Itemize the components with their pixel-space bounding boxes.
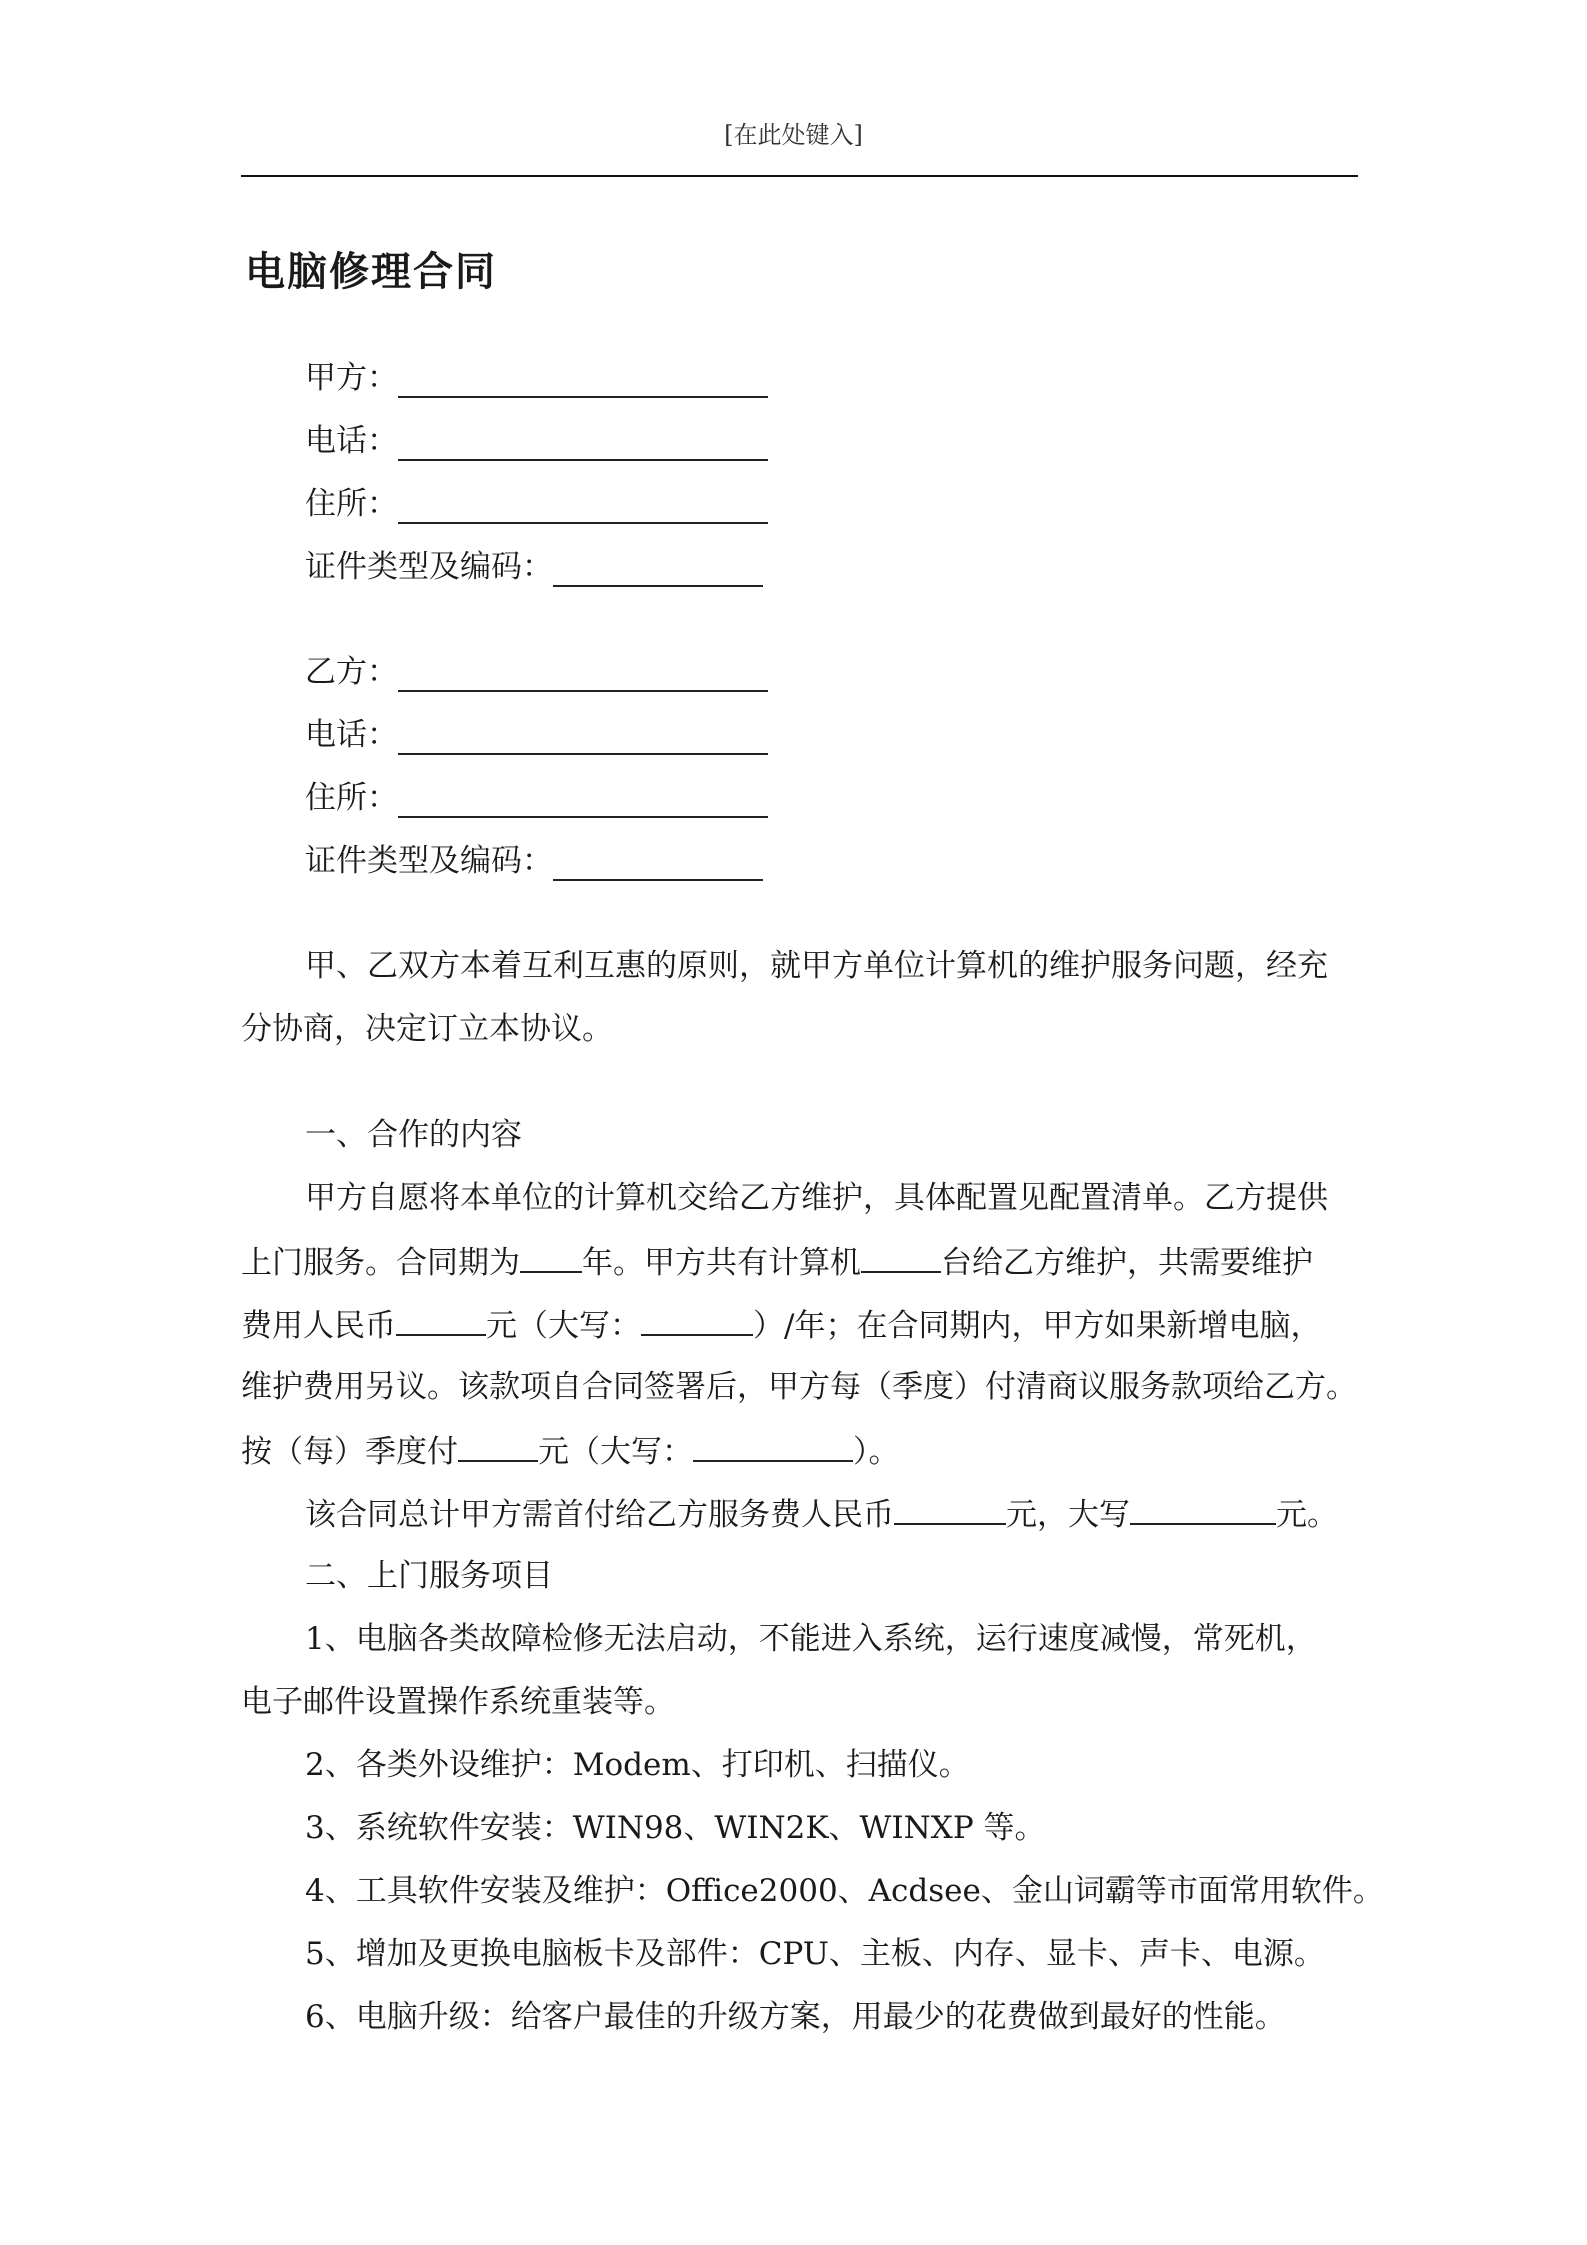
contract-term-text: 上门服务。合同期为 — [241, 1245, 520, 1281]
section-1-total — [305, 1493, 1338, 1535]
quarterly-close-text: ）。 — [853, 1434, 900, 1470]
service-item-1-line-2: 电子邮件设置操作系统重装等。 — [241, 1684, 675, 1720]
computer-count-blank[interactable] — [861, 1241, 941, 1273]
fee-amount-text: 费用人民币 — [241, 1308, 396, 1344]
section-1-line-4: 维护费用另议。该款项自合同签署后，甲方每（季度）付清商议服务款项给乙方。 — [241, 1369, 1357, 1405]
party-a-name-field — [305, 358, 768, 398]
maintenance-fee-text: 台给乙方维护，共需要维护 — [941, 1245, 1313, 1281]
party-a-name-blank[interactable] — [398, 362, 768, 398]
section-2-heading: 二、上门服务项目 — [305, 1558, 553, 1594]
service-item-4: 4、工具软件安装及维护：Office2000、Acdsee、金山词霸等市面常用软件。 — [305, 1873, 1384, 1909]
party-b-address-field — [305, 778, 768, 818]
quarterly-capital-text: 元（大写： — [538, 1434, 693, 1470]
computer-count-text: 年。甲方共有计算机 — [582, 1245, 861, 1281]
party-b-phone-blank[interactable] — [398, 719, 768, 755]
total-fee-text: 该合同总计甲方需首付给乙方服务费人民币 — [305, 1497, 894, 1533]
total-capital-text: 元，大写 — [1006, 1497, 1130, 1533]
section-1-line-2 — [241, 1241, 1313, 1283]
party-a-phone-label: 电话： — [305, 423, 398, 459]
party-b-id-label: 证件类型及编码： — [305, 843, 553, 879]
quarterly-fee-blank[interactable] — [458, 1430, 538, 1462]
total-fee-capital-blank[interactable] — [1130, 1493, 1276, 1525]
party-a-id-label: 证件类型及编码： — [305, 549, 553, 585]
party-a-address-label: 住所： — [305, 486, 398, 522]
header-divider — [241, 175, 1358, 177]
service-item-5: 5、增加及更换电脑板卡及部件：CPU、主板、内存、显卡、声卡、电源。 — [305, 1936, 1325, 1972]
fee-per-year-text: ）/年；在合同期内，甲方如果新增电脑， — [753, 1308, 1322, 1344]
contract-years-blank[interactable] — [520, 1241, 582, 1273]
party-b-phone-field — [305, 715, 768, 755]
document-title: 电脑修理合同 — [245, 248, 497, 295]
service-item-6: 6、电脑升级：给客户最佳的升级方案，用最少的花费做到最好的性能。 — [305, 1999, 1286, 2035]
party-b-address-blank[interactable] — [398, 782, 768, 818]
party-a-phone-field — [305, 421, 768, 461]
intro-line-2: 分协商，决定订立本协议。 — [241, 1011, 613, 1047]
party-b-label: 乙方： — [305, 654, 398, 690]
service-item-1-line-1: 1、电脑各类故障检修无法启动，不能进入系统，运行速度减慢，常死机， — [305, 1621, 1317, 1657]
service-item-3: 3、系统软件安装：WIN98、WIN2K、WINXP 等。 — [305, 1810, 1046, 1846]
party-b-name-blank[interactable] — [398, 656, 768, 692]
quarterly-pay-text: 按（每）季度付 — [241, 1434, 458, 1470]
annual-fee-blank[interactable] — [396, 1304, 486, 1336]
party-b-id-blank[interactable] — [553, 845, 763, 881]
party-b-phone-label: 电话： — [305, 717, 398, 753]
service-item-2: 2、各类外设维护：Modem、打印机、扫描仪。 — [305, 1747, 970, 1783]
intro-line-1: 甲、乙双方本着互利互惠的原则，就甲方单位计算机的维护服务问题，经充 — [305, 948, 1328, 984]
party-a-label: 甲方： — [305, 360, 398, 396]
party-b-id-field — [305, 841, 763, 881]
section-1-line-5 — [241, 1430, 900, 1472]
section-1-line-3 — [241, 1304, 1321, 1346]
section-1-line-1: 甲方自愿将本单位的计算机交给乙方维护，具体配置见配置清单。乙方提供 — [305, 1180, 1328, 1216]
page-header: [在此处键入] — [724, 121, 863, 149]
section-1-heading: 一、合作的内容 — [305, 1117, 522, 1153]
party-b-name-field — [305, 652, 768, 692]
party-b-address-label: 住所： — [305, 780, 398, 816]
party-a-id-blank[interactable] — [553, 551, 763, 587]
party-a-id-field — [305, 547, 763, 587]
party-a-address-field — [305, 484, 768, 524]
fee-capital-text: 元（大写： — [486, 1308, 641, 1344]
total-fee-blank[interactable] — [894, 1493, 1006, 1525]
annual-fee-capital-blank[interactable] — [641, 1304, 753, 1336]
quarterly-fee-capital-blank[interactable] — [693, 1430, 853, 1462]
party-a-phone-blank[interactable] — [398, 425, 768, 461]
party-a-address-blank[interactable] — [398, 488, 768, 524]
total-close-text: 元。 — [1276, 1497, 1338, 1533]
